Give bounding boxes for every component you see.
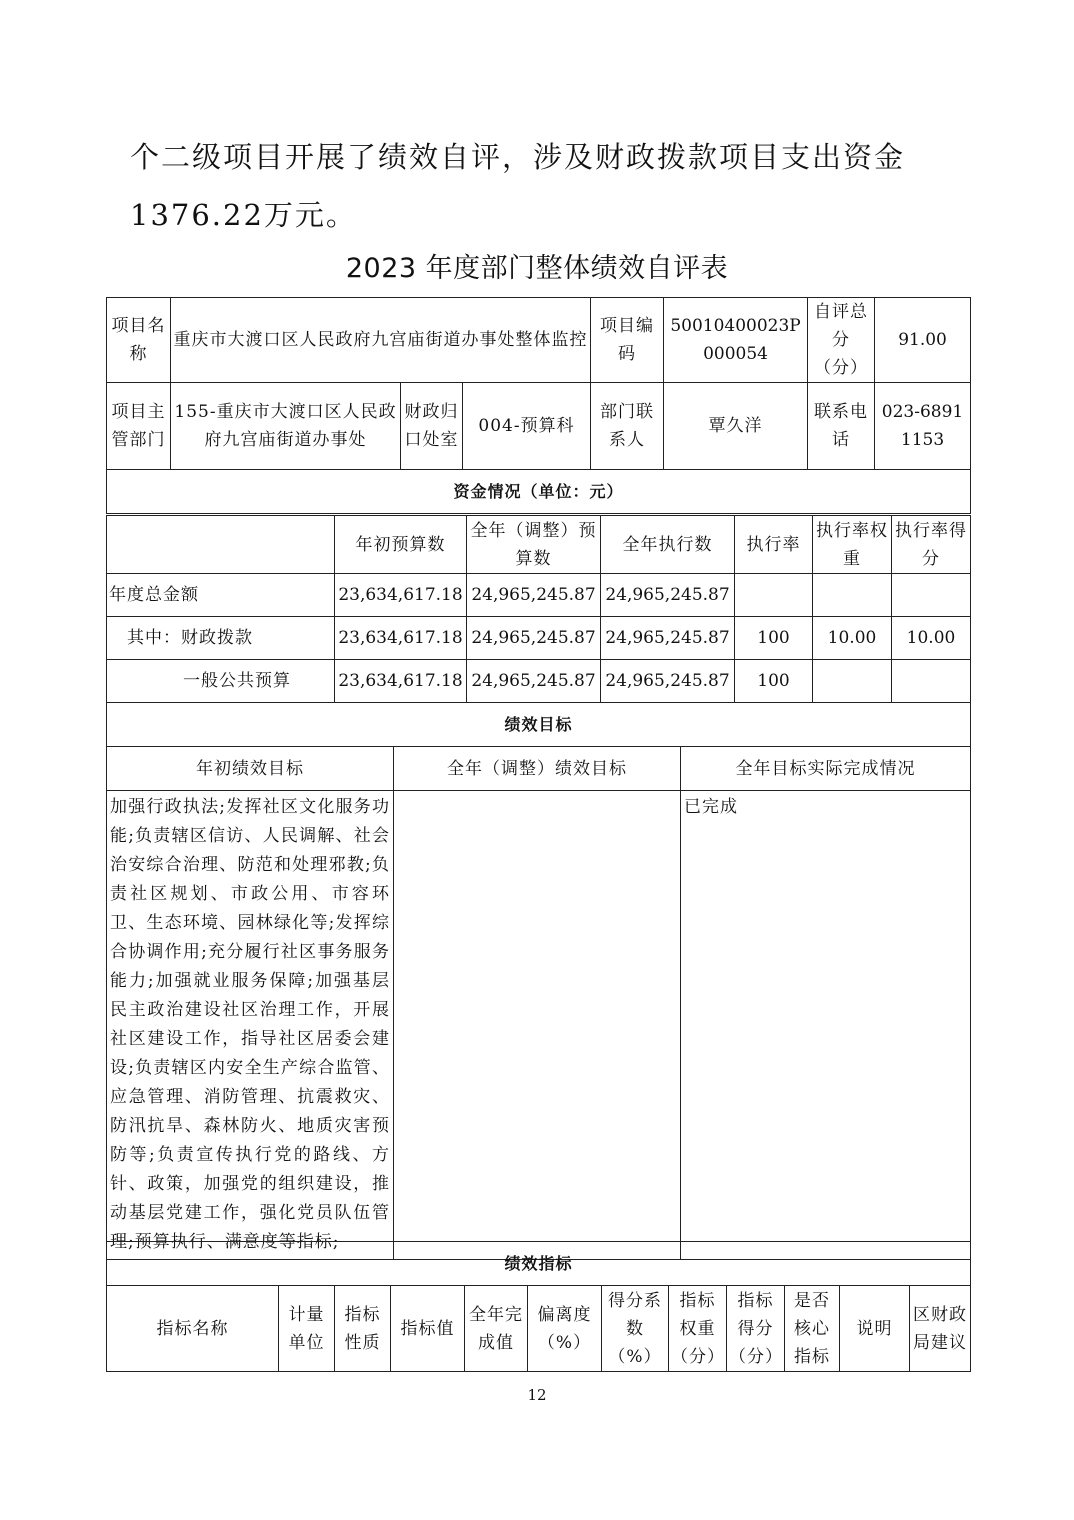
indicator-col-coefficient: 得分系数（%） — [602, 1286, 669, 1372]
funds-col-0 — [107, 516, 335, 574]
funds-row-label: 一般公共预算 — [107, 660, 335, 703]
intro-paragraph: 个二级项目开展了绩效自评，涉及财政拨款项目支出资金 1376.22万元。 — [130, 140, 906, 232]
table-row — [107, 617, 971, 660]
table-title: 2023 年度部门整体绩效自评表 — [345, 253, 729, 284]
funds-cell — [892, 574, 971, 617]
project-code-label: 项目编码 — [591, 298, 664, 383]
contact-value: 覃久洋 — [664, 383, 808, 470]
score-value: 91.00 — [875, 298, 971, 383]
indicator-col-score: 指标得分（分） — [727, 1286, 785, 1372]
initial-goal-text: 加强行政执法;发挥社区文化服务功能;负责辖区信访、人民调解、社会治安综合治理、防范和处理邪教;负责社区规划、市政公用、市容环卫、生态环境、园林绿化等;发挥综合协调作用;充分履行社区事务服务能力;加强就业服务保障;加强基层民主政治建设社区治理工作，开展社区建设工作，指导社区居委会建设;负责辖区内安全生产综合监管、应急管理、消防管理、抗震救灾、防汛抗旱、森林防火、地质灾害预防等;负责宣传执行党的路线、方针、政策，加强党的组织建设，推动基层党建工作，强化党员队伍管理;预算执行、满意度等指标; — [107, 791, 394, 1260]
funds-cell: 24,965,245.87 — [467, 660, 601, 703]
funds-row-label: 其中：财政拨款 — [107, 617, 335, 660]
funds-col-1: 年初预算数 — [335, 516, 467, 574]
funds-cell — [813, 660, 892, 703]
indicator-col-value: 指标值 — [391, 1286, 465, 1372]
goals-table — [106, 702, 971, 1260]
funds-section-title: 资金情况（单位：元） — [107, 470, 971, 514]
funds-row-label: 年度总金额 — [107, 574, 335, 617]
funds-cell: 23,634,617.18 — [335, 660, 467, 703]
indicators-section-title: 绩效指标 — [107, 1242, 971, 1286]
goals-section-title: 绩效目标 — [107, 703, 971, 747]
indicators-table — [106, 1241, 971, 1372]
funds-cell: 24,965,245.87 — [601, 617, 735, 660]
funds-col-6: 执行率得分 — [892, 516, 971, 574]
indicator-col-unit: 计量单位 — [279, 1286, 335, 1372]
project-info-table — [106, 297, 971, 514]
project-code-value: 50010400023P000054 — [664, 298, 808, 383]
page-number: 12 — [527, 1386, 547, 1404]
funds-cell: 10.00 — [892, 617, 971, 660]
indicator-col-nature: 指标性质 — [335, 1286, 391, 1372]
indicator-col-deviation: 偏离度（%） — [528, 1286, 602, 1372]
goals-col-initial: 年初绩效目标 — [107, 747, 394, 791]
indicator-col-advice: 区财政局建议 — [910, 1286, 971, 1372]
phone-value: 023-68911153 — [875, 383, 971, 470]
adjusted-goal-text — [394, 791, 681, 1260]
funds-col-2: 全年（调整）预算数 — [467, 516, 601, 574]
funds-cell: 24,965,245.87 — [467, 574, 601, 617]
table-row — [107, 660, 971, 703]
table-row — [107, 574, 971, 617]
finance-office-label: 财政归口处室 — [401, 383, 463, 470]
dept-label: 项目主管部门 — [107, 383, 171, 470]
funds-cell — [735, 574, 813, 617]
score-label: 自评总分（分） — [808, 298, 875, 383]
funds-cell: 24,965,245.87 — [601, 574, 735, 617]
goals-col-adjusted: 全年（调整）绩效目标 — [394, 747, 681, 791]
goals-col-actual: 全年目标实际完成情况 — [681, 747, 971, 791]
funds-cell: 10.00 — [813, 617, 892, 660]
project-name-label: 项目名称 — [107, 298, 171, 383]
indicator-col-weight: 指标权重（分） — [669, 1286, 727, 1372]
funds-table — [106, 515, 971, 703]
contact-label: 部门联系人 — [591, 383, 664, 470]
finance-office-value: 004-预算科 — [463, 383, 591, 470]
phone-label: 联系电话 — [808, 383, 875, 470]
funds-cell: 24,965,245.87 — [601, 660, 735, 703]
funds-cell: 100 — [735, 617, 813, 660]
funds-cell — [813, 574, 892, 617]
funds-cell — [892, 660, 971, 703]
project-name-value: 重庆市大渡口区人民政府九宫庙街道办事处整体监控 — [171, 298, 591, 383]
funds-cell: 23,634,617.18 — [335, 574, 467, 617]
funds-col-3: 全年执行数 — [601, 516, 735, 574]
actual-completion-text: 已完成 — [681, 791, 971, 1260]
funds-col-5: 执行率权重 — [813, 516, 892, 574]
funds-cell: 24,965,245.87 — [467, 617, 601, 660]
indicator-col-note: 说明 — [840, 1286, 910, 1372]
indicator-col-core: 是否核心指标 — [785, 1286, 840, 1372]
funds-col-4: 执行率 — [735, 516, 813, 574]
indicator-col-completed: 全年完成值 — [465, 1286, 528, 1372]
indicator-col-name: 指标名称 — [107, 1286, 279, 1372]
funds-cell: 23,634,617.18 — [335, 617, 467, 660]
dept-value: 155-重庆市大渡口区人民政府九宫庙街道办事处 — [171, 383, 401, 470]
funds-cell: 100 — [735, 660, 813, 703]
